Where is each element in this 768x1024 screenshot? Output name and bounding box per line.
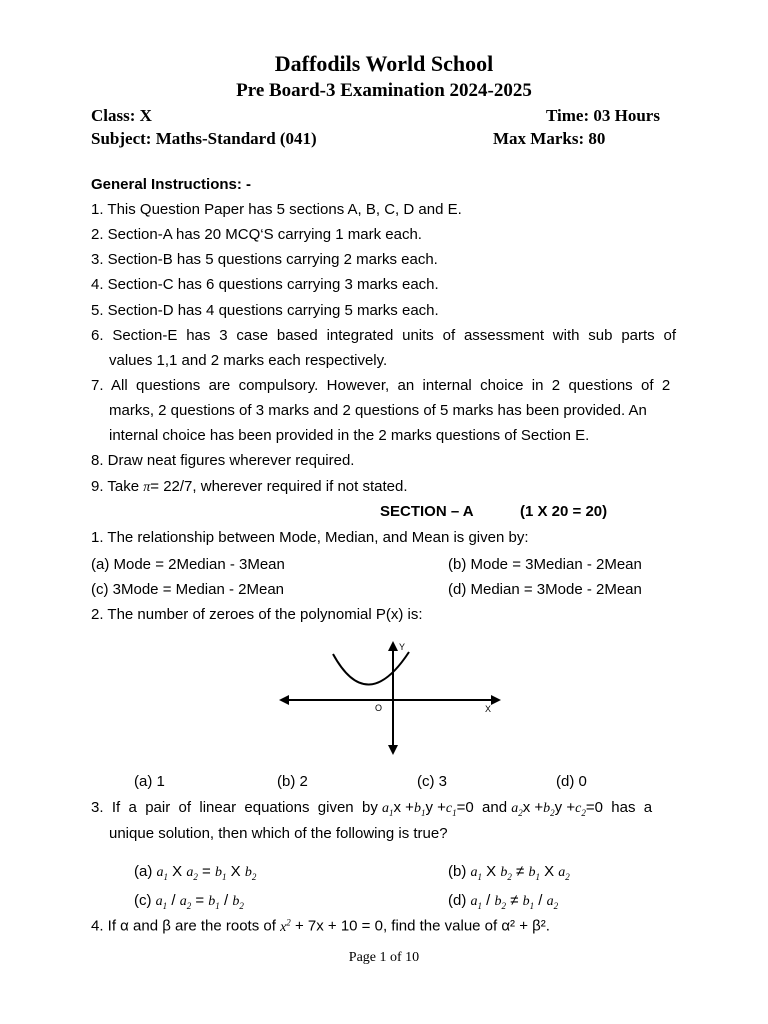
x-axis-left-arrow [279, 695, 289, 705]
instruction-item: values 1,1 and 2 marks each respectively. [109, 352, 388, 369]
school-name: Daffodils World School [274, 51, 494, 76]
pi-symbol: π [143, 480, 151, 495]
origin-label: O [375, 703, 383, 713]
x-axis-right-arrow [491, 695, 501, 705]
y-axis-up-arrow [388, 641, 398, 651]
instruction-item: 2. Section-A has 20 MCQ‘S carrying 1 mark each. [91, 226, 422, 243]
subject-label: Subject: Maths-Standard (041) [91, 129, 317, 148]
q2-option-b: (b) 2 [277, 773, 308, 790]
instruction-item: 4. Section-C has 6 questions carrying 3 marks each. [91, 276, 439, 293]
class-label: Class: X [91, 106, 152, 125]
time-label: Time: 03 Hours [546, 106, 660, 125]
instruction-item: marks, 2 questions of 3 marks and 2 questions of 5 marks has been provided. An [109, 402, 647, 419]
question-3-line-1: 3. If a pair of linear equations given by $a_1x +b_1y +c_1=0$ and $a_2x +b_2y +c_2=0$ has a [91, 799, 653, 818]
instruction-item: internal choice has been provided in the 2 marks questions of Section E. [109, 427, 590, 444]
exam-title: Pre Board-3 Examination 2024-2025 [236, 80, 532, 101]
max-marks-label: Max Marks: 80 [493, 129, 606, 148]
page-number: Page 1 of 10 [348, 950, 420, 965]
polynomial-graph [275, 638, 507, 758]
instruction-item: 1. This Question Paper has 5 sections A, B, C, D and E. [91, 201, 462, 218]
instruction-item-9: 9. Take π= 22/7, wherever required if not stated. [91, 478, 408, 495]
q2-option-c: (c) 3 [417, 773, 447, 790]
question-1: 1. The relationship between Mode, Median, and Mean is given by: [91, 529, 529, 546]
q2-option-d: (d) 0 [556, 773, 587, 790]
q1-option-a: (a) Mode = 2Median - 3Mean [91, 556, 285, 573]
q3-option-d: (d) $a_1 / b_2 \ne b_1 / a_2$ [448, 892, 559, 911]
question-4: 4. If α and β are the roots of $x^2 + 7x + 10 = 0$, find the value of α² + β². [91, 917, 550, 935]
q1-option-b: (b) Mode = 3Median - 2Mean [448, 556, 642, 573]
q3-option-c: (c) $a_1 / a_2 = b_1 / b_2$ [134, 892, 244, 911]
instruction-item: 8. Draw neat figures wherever required. [91, 452, 355, 469]
instruction-item: 5. Section-D has 4 questions carrying 5 marks each. [91, 302, 439, 319]
instruction-item: 3. Section-B has 5 questions carrying 2 marks each. [91, 251, 438, 268]
q3-option-b: (b) $a_1$ X $b_2 \ne b_1$ X $a_2$ [448, 863, 570, 882]
y-axis-label: Y [399, 642, 406, 652]
instruction-item: 7. All questions are compulsory. However, an internal choice in 2 questions of 2 [91, 377, 671, 394]
y-axis-down-arrow [388, 745, 398, 755]
parabola-curve [333, 652, 409, 685]
instructions-heading: General Instructions: - [91, 176, 252, 193]
q2-option-a: (a) 1 [134, 773, 165, 790]
question-2: 2. The number of zeroes of the polynomial P(x) is: [91, 606, 423, 623]
q1-option-d: (d) Median = 3Mode - 2Mean [448, 581, 642, 598]
instruction-item: 6. Section-E has 3 case based integrated units of assessment with sub parts of [91, 327, 676, 344]
q1-option-c: (c) 3Mode = Median - 2Mean [91, 581, 285, 598]
q3-option-a: (a) $a_1$ X $a_2 = b_1$ X $b_2$ [134, 863, 257, 882]
question-3-line-2: unique solution, then which of the following is true? [109, 825, 448, 842]
x-axis-label: X [485, 704, 492, 714]
section-marks: (1 X 20 = 20) [520, 503, 608, 520]
section-title: SECTION – A [380, 503, 474, 520]
